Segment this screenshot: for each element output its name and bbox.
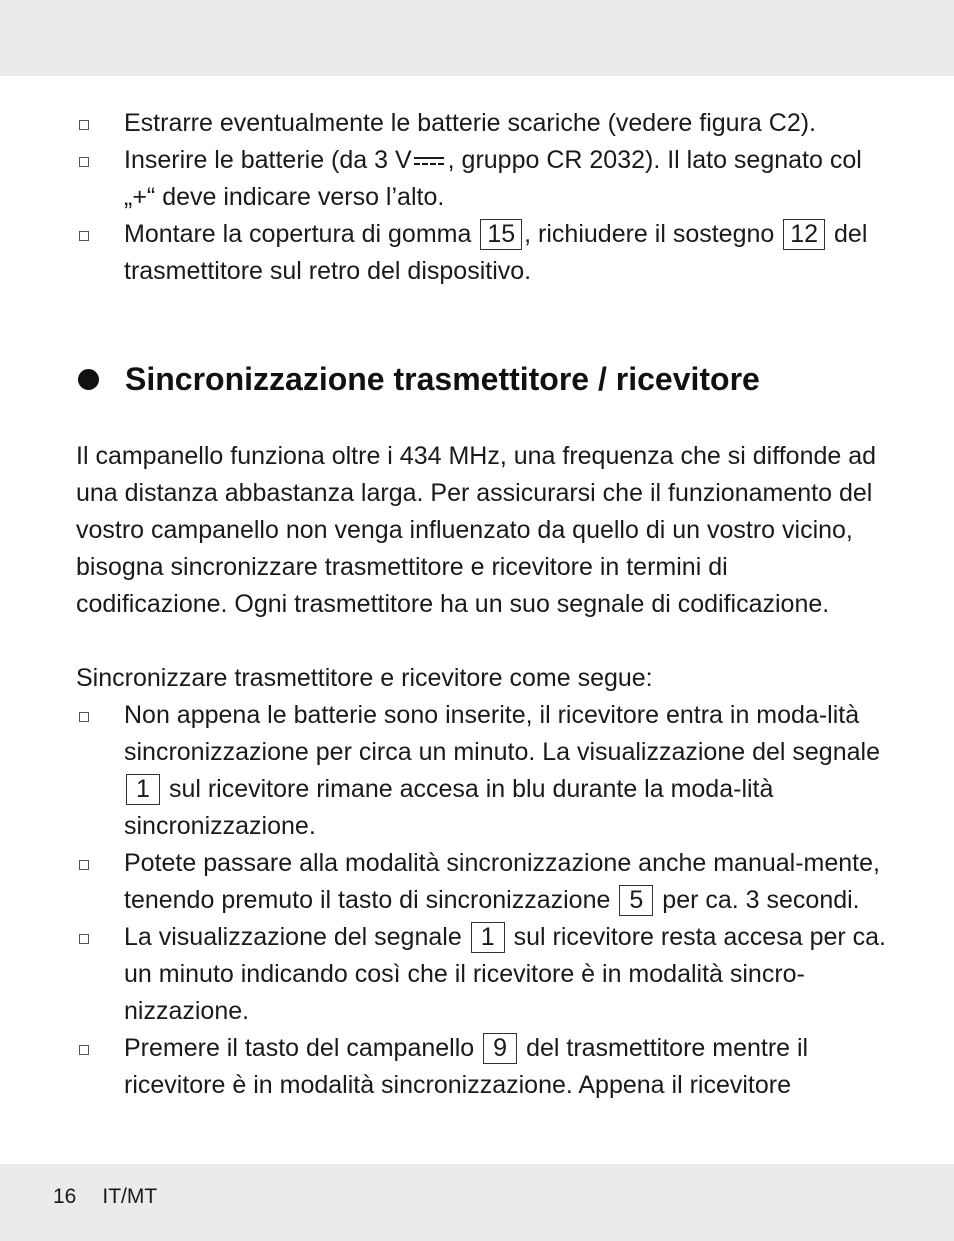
section-heading [76, 356, 926, 402]
bullet-dot-icon [78, 369, 99, 390]
checkbox-bullet-icon [79, 1045, 89, 1055]
checkbox-bullet-icon [79, 120, 89, 130]
page-number: 16 [53, 1185, 77, 1208]
checkbox-bullet-icon [79, 860, 89, 870]
checkbox-bullet-icon [79, 712, 89, 722]
intro-paragraph: Il campanello funziona oltre i 434 MHz, una frequenza che si diffonde ad una distanza abbastanza larga. Per assicurarsi che il funzionamento del vostro campanello non venga influenzato da quello di un vostro vicino, bisogna sincronizzare trasmettitore e ricevitore in termini di codificazione. Ogni trasmettitore ha un suo segnale di codificazione. [76, 442, 877, 618]
list-item [76, 697, 886, 845]
part-ref-badge: 1 [471, 922, 505, 953]
step-text: Montare la copertura di gomma [124, 220, 479, 248]
step-text: Inserire le batterie (da 3 V [124, 146, 412, 174]
part-ref-badge: 5 [619, 885, 653, 916]
checkbox-bullet-icon [79, 934, 89, 944]
header-band [0, 0, 954, 76]
step-text: sul ricevitore rimane accesa in blu durante la moda-lità sincronizzazione. [124, 775, 774, 840]
list-item [76, 216, 886, 290]
step-text: del trasmettitore mentre il ricevitore è in modalità sincronizzazione. Appena il ricevitore [124, 1034, 809, 1099]
step-text: del trasmettitore sul retro del dispositivo. [124, 220, 868, 285]
part-ref-badge: 12 [783, 219, 825, 250]
step-text: Potete passare alla modalità sincronizzazione anche manual-mente, tenendo premuto il tasto di sincronizzazione [124, 849, 880, 914]
step-text: Premere il tasto del campanello [124, 1034, 482, 1062]
list-item [76, 142, 886, 216]
step-text: , richiudere il sostegno [524, 220, 782, 248]
list-item [76, 919, 886, 1030]
step-text: , gruppo CR 2032). Il lato segnato col „+“ deve indicare verso l’alto. [124, 146, 862, 211]
dc-voltage-icon [414, 154, 444, 168]
list-item [76, 845, 886, 919]
language-code: IT/MT [102, 1185, 158, 1208]
step-text: Estrarre eventualmente le batterie scariche (vedere figura C2). [124, 109, 816, 137]
section-title: Sincronizzazione trasmettitore / ricevitore [125, 361, 760, 397]
step-text: Non appena le batterie sono inserite, il ricevitore entra in moda-lità sincronizzazione per circa un minuto. La visualizzazione del segnale [124, 701, 880, 766]
part-ref-badge: 9 [483, 1033, 517, 1064]
list-item [76, 105, 886, 142]
sync-steps-list [76, 697, 886, 1104]
checkbox-bullet-icon [79, 157, 89, 167]
list-item [76, 1030, 886, 1104]
step-text: sul ricevitore resta accesa per ca. un minuto indicando così che il ricevitore è in modalità sincro-nizzazione. [124, 923, 886, 1025]
step-text: per ca. 3 secondi. [655, 886, 860, 914]
part-ref-badge: 15 [480, 219, 522, 250]
steps-intro: Sincronizzare trasmettitore e ricevitore come segue: [76, 664, 653, 692]
part-ref-badge: 1 [126, 774, 160, 805]
step-text: La visualizzazione del segnale [124, 923, 469, 951]
page-footer [53, 1185, 183, 1209]
checkbox-bullet-icon [79, 231, 89, 241]
battery-steps-list [76, 105, 886, 290]
